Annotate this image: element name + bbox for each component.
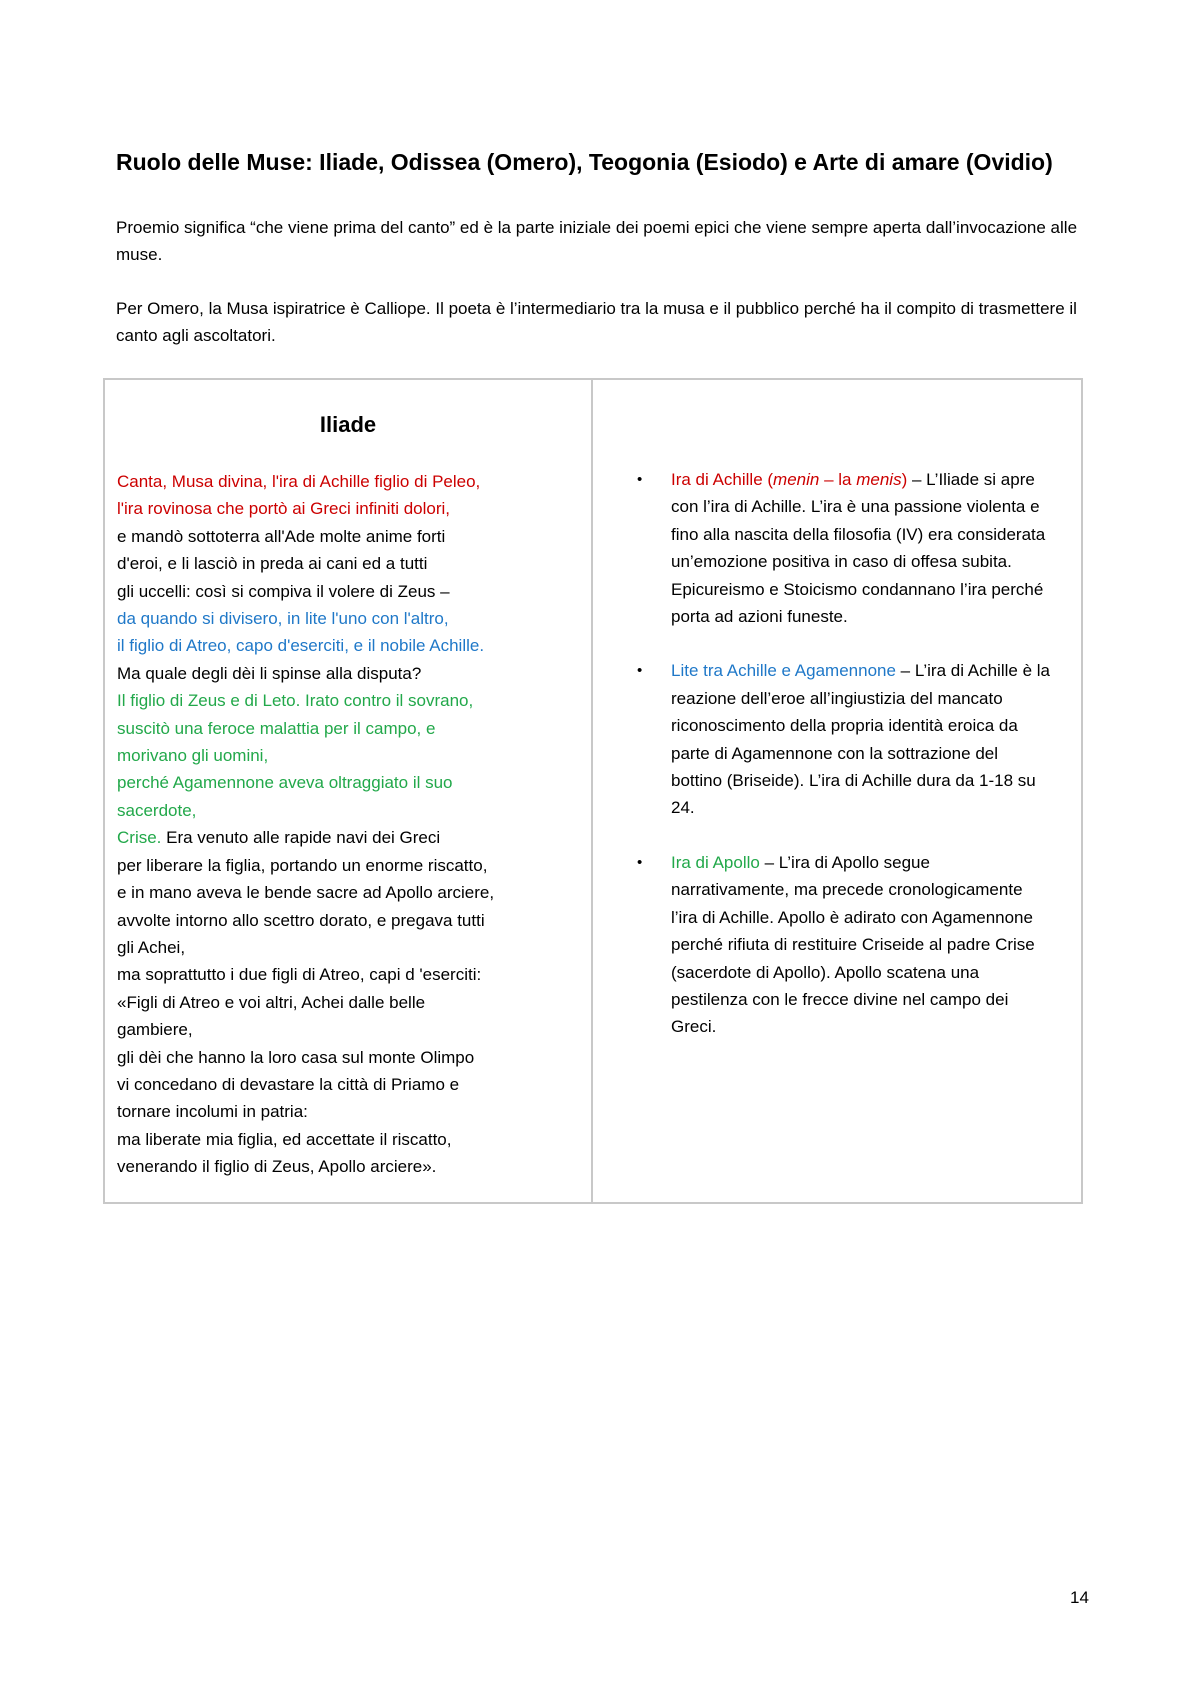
poem-line: [117, 769, 579, 796]
poem-line-segment: Era venuto alle rapide navi dei Greci: [166, 828, 441, 848]
poem-line: [117, 1153, 579, 1180]
note-segment: menin: [773, 470, 820, 489]
poem-line-segment: gambiere,: [117, 1020, 193, 1040]
poem-line: [117, 989, 579, 1016]
poem-line: [117, 1098, 579, 1125]
poem-line-segment: gli uccelli: così si compiva il volere di Zeus –: [117, 581, 450, 601]
poem-line: [117, 605, 579, 632]
bullet-icon: •: [637, 662, 643, 680]
page-number: 14: [1070, 1588, 1089, 1607]
iliade-proemio-text: [117, 468, 579, 1181]
poem-line-segment: Crise.: [117, 828, 167, 848]
comparison-table: [103, 378, 1083, 1204]
poem-line: [117, 578, 579, 605]
poem-line-segment: e mandò sottoterra all'Ade molte anime forti: [117, 526, 446, 546]
poem-line-segment: da quando si divisero, in lite l'uno con l'altro,: [117, 609, 449, 629]
note-item: [629, 466, 1051, 630]
poem-line-segment: e in mano aveva le bende sacre ad Apollo arciere,: [117, 883, 495, 903]
note-segment: Ira di Achille (: [671, 470, 774, 489]
note-item: [629, 849, 1051, 1041]
poem-line-segment: sacerdote,: [117, 800, 197, 820]
intro-text: [116, 214, 1092, 349]
section-heading: Ruolo delle Muse: Iliade, Odissea (Omero), Teogonia (Esiodo) e Arte di amare (Ovidio): [116, 149, 1053, 175]
poem-line: [117, 1071, 579, 1098]
poem-line: [117, 468, 579, 495]
poem-line-segment: gli Achei,: [117, 937, 186, 957]
poem-line-segment: Ma quale degli dèi li spinse alla disputa?: [117, 663, 422, 683]
intro-paragraph-2: Per Omero, la Musa ispiratrice è Calliope. Il poeta è l’intermediario tra la musa e il pubblico perché ha il compito di trasmettere il canto agli ascoltatori.: [116, 299, 1077, 345]
poem-line-segment: suscitò una feroce malattia per il campo, e: [117, 718, 436, 738]
poem-line-segment: venerando il figlio di Zeus, Apollo arciere».: [117, 1157, 437, 1177]
poem-line: [117, 879, 579, 906]
table-cell-left: [105, 380, 593, 1202]
note-segment: – la: [819, 470, 857, 489]
poem-line-segment: Il figlio di Zeus e di Leto. Irato contro il sovrano,: [117, 691, 474, 711]
note-segment: – L’ira di Achille è la reazione dell’eroe all’ingiustizia del mancato riconoscimento della propria identità eroica da parte di Agamennone con la sottrazione del bottino (Briseide). L’ira di Achille dura da 1-18 su 24.: [671, 661, 1050, 818]
poem-line: [117, 961, 579, 988]
poem-line-segment: «Figli di Atreo e voi altri, Achei dalle belle: [117, 992, 426, 1012]
poem-line-segment: gli dèi che hanno la loro casa sul monte Olimpo: [117, 1047, 475, 1067]
poem-line-segment: l'ira rovinosa che portò ai Greci infiniti dolori,: [117, 499, 451, 519]
note-item: [629, 657, 1051, 821]
poem-line: [117, 495, 579, 522]
note-segment: – L’ira di Apollo segue narrativamente, ma precede cronologicamente l’ira di Achille. Apollo è adirato con Agamennone perché rifiuta di restituire Criseide al padre Crise (sacerdote di Apollo). Apollo scatena una pestilenza con le frecce divine nel campo dei Greci.: [671, 852, 1035, 1037]
table-cell-right: [593, 380, 1081, 1202]
poem-line: [117, 715, 579, 742]
poem-line: [117, 687, 579, 714]
poem-line: [117, 1016, 579, 1043]
poem-line: [117, 742, 579, 769]
poem-line-segment: tornare incolumi in patria:: [117, 1102, 308, 1122]
note-segment: Ira di Apollo: [671, 852, 760, 872]
poem-line-segment: il figlio di Atreo, capo d'eserciti, e il nobile Achille.: [117, 636, 485, 656]
poem-line-segment: vi concedano di devastare la città di Priamo e: [117, 1074, 460, 1094]
poem-line: [117, 550, 579, 577]
poem-line-segment: avvolte intorno allo scettro dorato, e pregava tutti: [117, 910, 485, 930]
poem-line-segment: ma soprattutto i due figli di Atreo, capi d 'eserciti:: [117, 965, 482, 985]
poem-line: [117, 632, 579, 659]
intro-paragraph-1: Proemio significa “che viene prima del canto” ed è la parte iniziale dei poemi epici che viene sempre aperta dall’invocazione alle muse.: [116, 218, 1078, 264]
note-segment: menis: [856, 470, 902, 489]
poem-line: [117, 797, 579, 824]
bullet-icon: •: [637, 853, 643, 871]
notes-list: [629, 466, 1051, 1041]
note-segment: Lite tra Achille e Agamennone: [671, 661, 896, 681]
poem-line-segment: d'eroi, e li lasciò in preda ai cani ed a tutti: [117, 554, 428, 574]
poem-line: [117, 934, 579, 961]
poem-line: [117, 852, 579, 879]
poem-line-segment: morivano gli uomini,: [117, 746, 269, 766]
poem-line: [117, 1044, 579, 1071]
poem-line: [117, 660, 579, 687]
note-segment: – L’Iliade si apre con l’ira di Achille. L’ira è una passione violenta e fino alla nascita della filosofia (IV) era considerata un’emozione positiva in caso di offesa subita. Epicureismo e Stoicismo condannano l’ira perché porta ad azioni funeste.: [671, 470, 1046, 627]
poem-line: [117, 1126, 579, 1153]
bullet-icon: •: [637, 471, 643, 488]
poem-line: [117, 523, 579, 550]
poem-line-segment: perché Agamennone aveva oltraggiato il suo: [117, 773, 453, 793]
iliade-title: Iliade: [319, 412, 377, 437]
poem-line-segment: Canta, Musa divina, l'ira di Achille figlio di Peleo,: [117, 472, 481, 491]
poem-line-segment: per liberare la figlia, portando un enorme riscatto,: [117, 855, 488, 875]
poem-line: [117, 824, 579, 851]
poem-line: [117, 907, 579, 934]
note-segment: ): [901, 470, 908, 489]
poem-line-segment: ma liberate mia figlia, ed accettate il riscatto,: [117, 1129, 452, 1149]
